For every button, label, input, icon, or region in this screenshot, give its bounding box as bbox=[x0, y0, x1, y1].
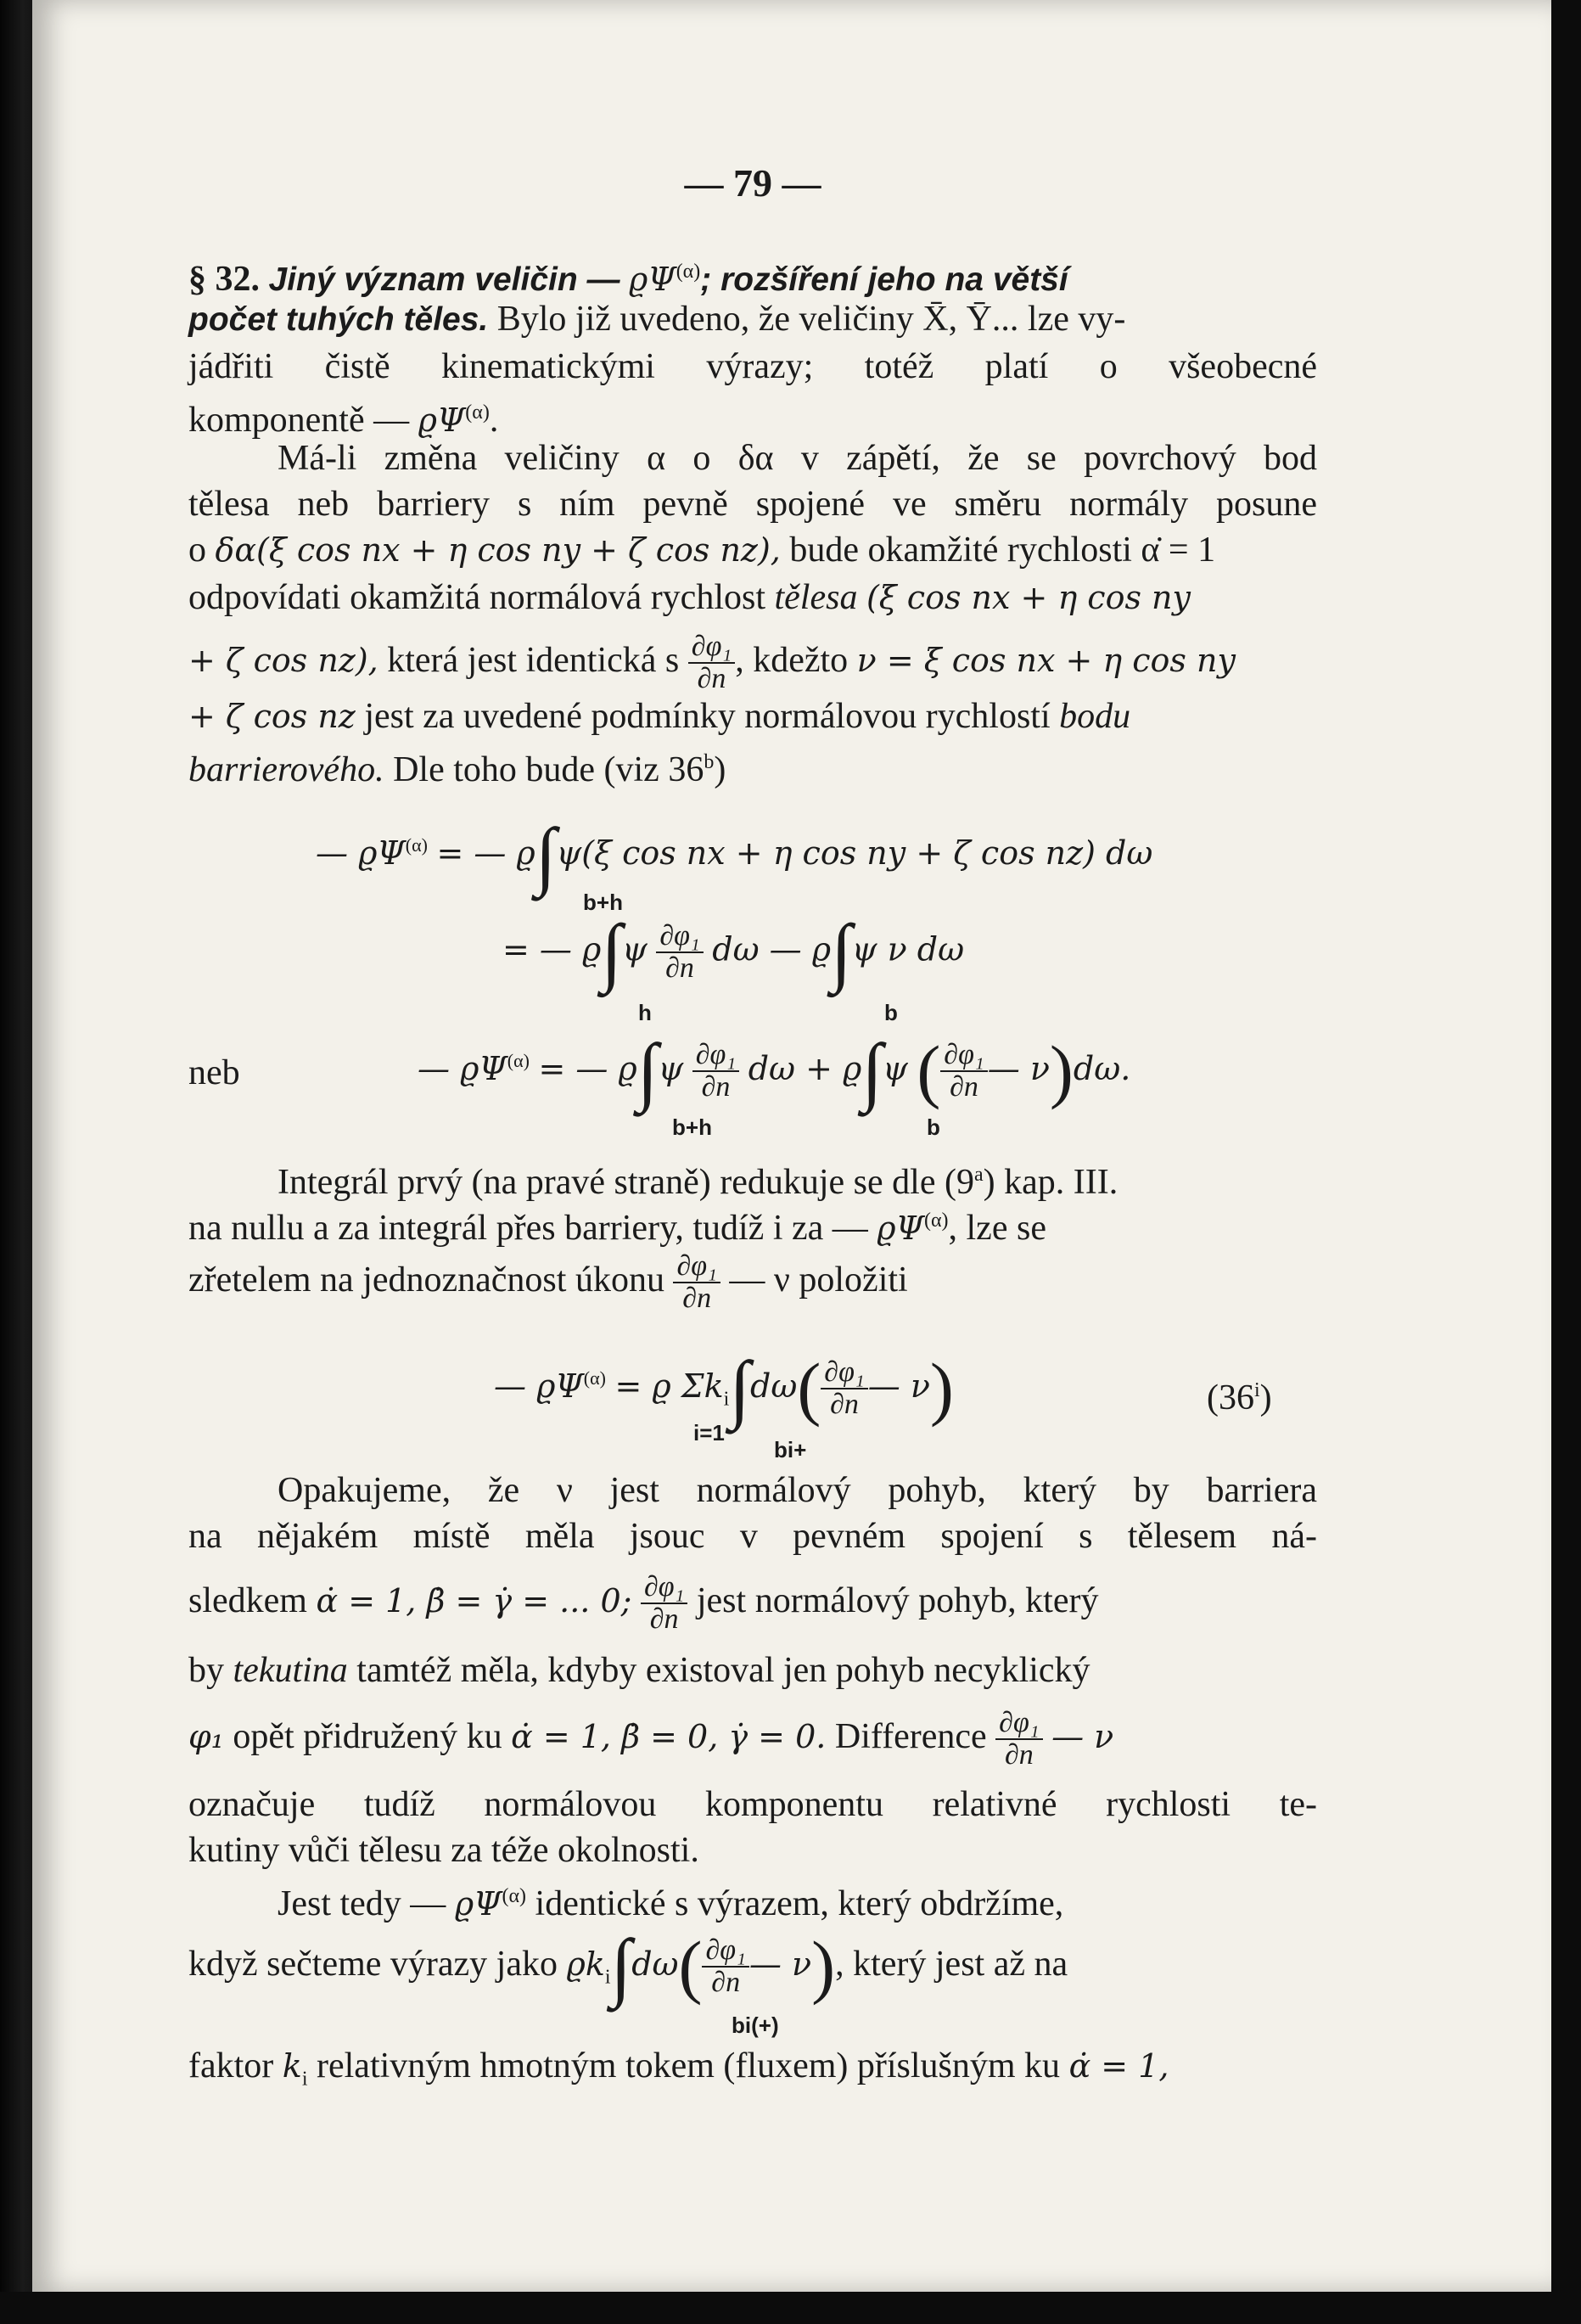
fraction-denominator: ∂n bbox=[950, 1071, 978, 1103]
fraction bbox=[692, 1040, 739, 1103]
integral-sign: ∫ bbox=[610, 1924, 632, 2009]
eq-term: ψ bbox=[622, 930, 648, 968]
text-line: Opakujeme, že ν jest normálový pohyb, který by barriera bbox=[278, 1471, 1317, 1510]
fraction bbox=[821, 1357, 867, 1420]
equation-3 bbox=[418, 1029, 1131, 1114]
math-symbol: — ν bbox=[1051, 1718, 1114, 1755]
math-symbol: ϱΨ bbox=[418, 401, 466, 439]
text-span: na nullu a za integrál přes barriery, tudíž i za — bbox=[188, 1209, 868, 1248]
fraction bbox=[702, 1935, 748, 1998]
integral-sign: ∫ bbox=[601, 910, 622, 994]
italic-word: tělesa bbox=[774, 578, 858, 617]
eq-term: = — ϱ bbox=[538, 1050, 637, 1087]
math-expression: dω bbox=[631, 1945, 679, 1983]
text-line bbox=[188, 693, 1317, 740]
eq-term: — ν bbox=[987, 1050, 1050, 1087]
eq-lhs-sup: (α) bbox=[583, 1367, 606, 1389]
eq-term: — ν bbox=[867, 1367, 930, 1405]
eq-lhs: — ϱΨ bbox=[418, 1050, 507, 1087]
text-span: bude okamžité rychlosti α̇ = 1 bbox=[789, 530, 1216, 570]
text-span: jest normálový pohyb, který bbox=[696, 1581, 1099, 1620]
math-expression: ϱk bbox=[566, 1945, 605, 1983]
eq-lhs-sup: (α) bbox=[507, 1050, 530, 1071]
text-line bbox=[188, 1872, 1317, 1928]
fraction bbox=[673, 1251, 720, 1314]
sum-subscript: i=1 bbox=[693, 1420, 725, 1445]
eq-term: dω. bbox=[1073, 1050, 1131, 1087]
text-span: Difference bbox=[834, 1717, 987, 1756]
text-line: kutiny vůči tělesu za téže okolnosti. bbox=[188, 1831, 699, 1870]
integral-subscript: b+h bbox=[583, 890, 623, 915]
text-line bbox=[188, 1703, 1317, 1771]
eq-term: ψ bbox=[883, 1050, 908, 1087]
integral-subscript: b bbox=[927, 1114, 940, 1140]
text-span: — ν položiti bbox=[729, 1260, 908, 1300]
text-span: ) kap. III. bbox=[983, 1163, 1118, 1202]
math-sub: i bbox=[301, 2068, 308, 2091]
section-heading-cont bbox=[188, 295, 1317, 344]
math-expression: α̇ = 1, β̇ = γ̇ = ... 0; bbox=[316, 1582, 632, 1620]
fraction-denominator: ∂n bbox=[701, 1071, 731, 1103]
fraction-denominator: ∂n bbox=[649, 1603, 679, 1636]
heading-part-1: Jiný význam veličin — bbox=[268, 261, 620, 298]
text-span: zřetelem na jednoznačnost úkonu bbox=[188, 1260, 664, 1300]
neb-label: neb bbox=[188, 1053, 240, 1092]
fraction-numerator: ∂φ₁ bbox=[692, 1040, 739, 1072]
text-span: Jest tedy — bbox=[278, 1884, 446, 1923]
text-span: která jest identická s bbox=[387, 641, 680, 680]
fraction-denominator: ∂n bbox=[697, 663, 726, 695]
text-span: Dle toho bude (viz 36 bbox=[393, 750, 704, 789]
eq-term: ψ ν dω bbox=[851, 930, 965, 968]
eq-term: = ϱ Σk bbox=[614, 1367, 724, 1405]
paren-close: ) bbox=[1049, 1031, 1074, 1111]
integral-subscript: b bbox=[884, 1000, 898, 1025]
integral-sign: ∫ bbox=[831, 910, 852, 994]
text-line bbox=[188, 738, 1317, 794]
math-expression: + ζ cos nz bbox=[188, 698, 356, 735]
integral-subscript: b+h bbox=[672, 1114, 712, 1140]
integral-sign: ∫ bbox=[729, 1346, 750, 1431]
math-expression: ν = ξ cos nx + η cos ny bbox=[856, 642, 1236, 679]
eq-term: dω + ϱ bbox=[748, 1050, 862, 1087]
math-symbol: ϱΨ bbox=[877, 1210, 924, 1247]
math-expression: (ξ cos nx + η cos ny bbox=[866, 579, 1191, 616]
text-span: když sečteme výrazy jako bbox=[188, 1945, 558, 1984]
equation-2 bbox=[502, 910, 965, 994]
integral-sign: ∫ bbox=[535, 813, 557, 898]
paren-close: ) bbox=[929, 1349, 954, 1429]
fraction-denominator: ∂n bbox=[1004, 1739, 1034, 1771]
text-line bbox=[188, 1197, 1317, 1252]
eq-lhs: — ϱΨ bbox=[316, 834, 406, 872]
paren-open: ( bbox=[917, 1031, 941, 1111]
text-line bbox=[188, 526, 1317, 574]
fraction-denominator: ∂n bbox=[665, 952, 694, 984]
paren-close: ) bbox=[811, 1927, 836, 2007]
text-span: , lze se bbox=[948, 1209, 1046, 1248]
text-span: jest za uvedené podmínky normálovou rychlostí bbox=[364, 697, 1051, 736]
eq-number: (36 bbox=[1207, 1378, 1254, 1417]
fraction-numerator: ∂φ₁ bbox=[688, 632, 735, 664]
math-expression: + ζ cos nz), bbox=[188, 642, 378, 679]
equation-number bbox=[1207, 1367, 1272, 1422]
fraction bbox=[688, 632, 735, 694]
text-span: komponentě — bbox=[188, 401, 410, 440]
text-span: by bbox=[188, 1651, 224, 1690]
math-expression: α̇ = 1, β̇ = 0, γ̇ = 0. bbox=[511, 1718, 827, 1755]
heading-quantity-sup: (α) bbox=[676, 261, 701, 283]
integral-subscript: bi+ bbox=[774, 1437, 807, 1462]
text-line bbox=[188, 2042, 1317, 2102]
text-line bbox=[188, 1647, 1317, 1694]
text-line bbox=[188, 626, 1317, 694]
eq-term: ψ bbox=[658, 1050, 684, 1087]
eq-rhs: = — ϱ bbox=[436, 834, 535, 872]
fraction bbox=[641, 1572, 687, 1635]
heading-quantity: ϱΨ bbox=[629, 261, 676, 298]
math-expression: — ν bbox=[748, 1945, 812, 1983]
math-sub: i bbox=[604, 1966, 611, 1989]
text-span: faktor bbox=[188, 2046, 274, 2085]
fraction-denominator: ∂n bbox=[830, 1389, 859, 1421]
integral-sign: ∫ bbox=[861, 1029, 883, 1114]
integral-subscript: bi(+) bbox=[732, 2012, 779, 2038]
intro-text: Bylo již uvedeno, že veličiny X̄, Ȳ... lze vy- bbox=[496, 300, 1126, 339]
page-number: — 79 — bbox=[684, 161, 821, 205]
paren-open: ( bbox=[678, 1927, 703, 2007]
text-line: na nějakém místě měla jsouc v pevném spojení s tělesem ná- bbox=[188, 1517, 1317, 1556]
text-line bbox=[188, 574, 1317, 621]
eq-integrand: ψ(ξ cos nx + η cos ny + ζ cos nz) dω bbox=[556, 834, 1153, 872]
math-sup: (α) bbox=[923, 1210, 949, 1232]
text-line: označuje tudíž normálovou komponentu relativné rychlosti te- bbox=[188, 1785, 1317, 1824]
text-span: tamtéž měla, kdyby existoval jen pohyb necyklický bbox=[356, 1651, 1090, 1690]
fraction-numerator: ∂φ₁ bbox=[821, 1357, 867, 1389]
text-span: o bbox=[188, 530, 206, 570]
eq-term: dω — ϱ bbox=[712, 930, 832, 968]
fraction-denominator: ∂n bbox=[711, 1967, 741, 1999]
superscript: a bbox=[973, 1164, 984, 1186]
text-line bbox=[188, 1567, 1317, 1635]
math-expression: α̇ = 1, bbox=[1068, 2047, 1169, 2085]
eq-term: dω bbox=[750, 1367, 798, 1405]
math-sup: (α) bbox=[465, 401, 490, 424]
fraction bbox=[656, 921, 703, 984]
italic-word: bodu bbox=[1059, 697, 1131, 736]
equation-1 bbox=[316, 813, 1153, 898]
math-expression: δα(ξ cos nx + η cos ny + ζ cos nz), bbox=[215, 531, 781, 569]
math-symbol: ϱΨ bbox=[454, 1885, 502, 1923]
fraction-numerator: ∂φ₁ bbox=[641, 1572, 687, 1604]
eq-lhs-sup: (α) bbox=[405, 834, 428, 856]
fraction-numerator: ∂φ₁ bbox=[673, 1251, 720, 1283]
italic-word: tekutina bbox=[233, 1651, 348, 1690]
italic-word: barrierového. bbox=[188, 750, 384, 789]
fraction-denominator: ∂n bbox=[682, 1283, 712, 1315]
text-line: tělesa neb barriery s ním pevně spojené ve směru normály posune bbox=[188, 485, 1317, 524]
fraction-numerator: ∂φ₁ bbox=[995, 1708, 1042, 1740]
text-span: , který jest až na bbox=[835, 1945, 1068, 1984]
fraction-numerator: ∂φ₁ bbox=[656, 921, 703, 953]
math-symbol: φ₁ bbox=[188, 1718, 224, 1755]
fraction-numerator: ∂φ₁ bbox=[702, 1935, 748, 1968]
eq-number-end: ) bbox=[1259, 1378, 1272, 1417]
heading-part-2: ; rozšíření jeho na větší bbox=[700, 261, 1068, 298]
heading-part-3: počet tuhých těles. bbox=[188, 301, 489, 338]
math-symbol: k bbox=[282, 2047, 302, 2085]
superscript: b bbox=[704, 751, 715, 773]
eq-number-sup: i bbox=[1254, 1379, 1260, 1401]
text-line bbox=[188, 1924, 1317, 2011]
text-span: sledkem bbox=[188, 1581, 307, 1620]
paren-open: ( bbox=[797, 1349, 821, 1429]
scan-border bbox=[0, 2292, 1581, 2324]
integral-sign: ∫ bbox=[636, 1029, 659, 1114]
text-span: . bbox=[489, 401, 499, 440]
text-span: odpovídati okamžitá normálová rychlost bbox=[188, 578, 765, 617]
text-span: opět přidružený ku bbox=[233, 1717, 502, 1756]
text-span: , kdežto bbox=[735, 641, 849, 680]
text-span: identické s výrazem, který obdržíme, bbox=[535, 1884, 1064, 1923]
text-span: ) bbox=[714, 750, 726, 789]
text-line bbox=[188, 1246, 1317, 1314]
eq-sub: i bbox=[723, 1388, 730, 1411]
fraction bbox=[995, 1708, 1042, 1771]
text-span: Integrál prvý (na pravé straně) redukuje se dle (9 bbox=[278, 1163, 974, 1202]
eq-lhs: — ϱΨ bbox=[494, 1367, 584, 1405]
section-mark: § 32. bbox=[188, 260, 260, 299]
text-line: Má-li změna veličiny α o δα v zápětí, že se povrchový bod bbox=[278, 439, 1317, 478]
fraction-numerator: ∂φ₁ bbox=[940, 1040, 987, 1072]
eq-term: = — ϱ bbox=[502, 930, 602, 968]
text-span: relativným hmotným tokem (fluxem) příslušným ku bbox=[317, 2046, 1061, 2085]
math-sup: (α) bbox=[502, 1885, 527, 1907]
fraction bbox=[940, 1040, 987, 1103]
integral-subscript: h bbox=[638, 1000, 652, 1025]
text-line: jádřiti čistě kinematickými výrazy; totéž platí o všeobecné bbox=[188, 347, 1317, 386]
